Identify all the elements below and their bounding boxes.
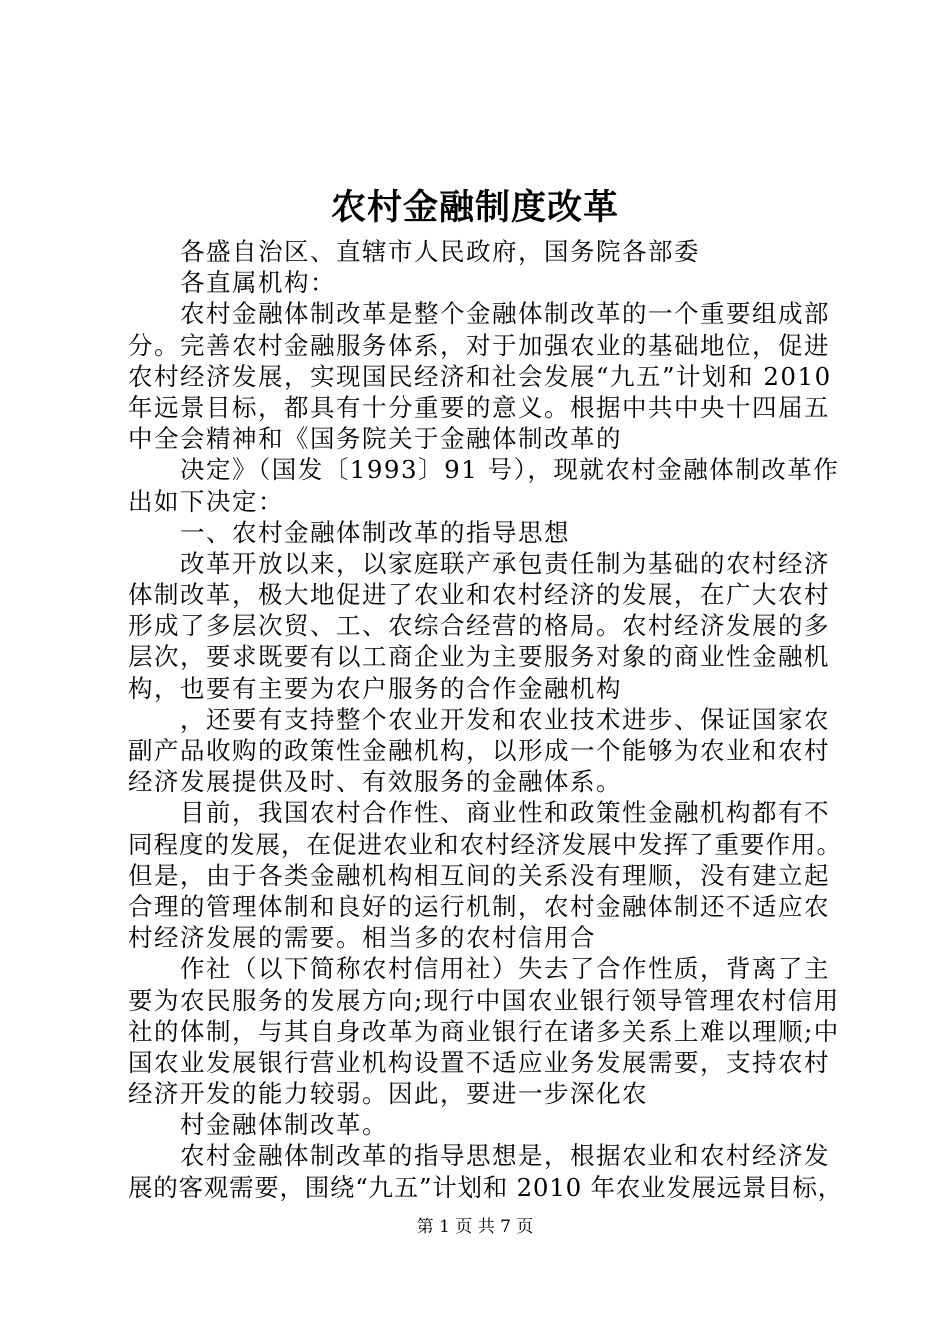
body-line: 各盛自治区、直辖市人民政府，国务院各部委 [180,237,700,266]
body-line: 村经济发展的需要。相当多的农村信用合 [128,923,596,953]
body-line: 构，也要有主要为农户服务的合作金融机构 [128,673,622,703]
body-line: 决定》（国发〔1993〕91 号），现就农村金融体制改革作 [180,455,840,485]
body-line: 体制改革，极大地促进了农业和农村经济的发展，在广大农村 [128,580,830,610]
body-line: 农村经济发展，实现国民经济和社会发展“九五”计划和 2010 [128,361,832,391]
body-line: ，还要有支持整个农业开发和农业技术进步、保证国家农 [180,704,830,734]
body-line: 要为农民服务的发展方向;现行中国农业银行领导管理农村信用 [128,985,840,1015]
body-line: 目前，我国农村合作性、商业性和政策性金融机构都有不 [180,798,830,828]
document-title: 农村金融制度改革 [330,187,619,228]
body-line: 作社（以下简称农村信用社）失去了合作性质，背离了主 [180,954,830,984]
body-line: 但是，由于各类金融机构相互间的关系没有理顺，没有建立起 [128,860,830,890]
body-line: 社的体制，与其自身改革为商业银行在诸多关系上难以理顺;中 [128,1016,840,1046]
body-line: 经济开发的能力较弱。因此，要进一步深化农 [128,1079,648,1109]
body-line: 分。完善农村金融服务体系，对于加强农业的基础地位，促进 [128,330,830,360]
body-line: 农村金融体制改革是整个金融体制改革的一个重要组成部 [180,299,830,329]
body-line: 经济发展提供及时、有效服务的金融体系。 [128,767,622,797]
body-line: 各直属机构： [180,268,336,298]
body-line: 改革开放以来，以家庭联产承包责任制为基础的农村经济 [180,548,830,578]
body-line: 展的客观需要，围绕“九五”计划和 2010 年农业发展远景目标， [128,1172,843,1202]
body-line: 层次，要求既要有以工商企业为主要服务对象的商业性金融机 [128,642,830,672]
body-line: 村金融体制改革。 [180,1110,388,1140]
page-number-footer: 第 1 页 共 7 页 [416,1217,534,1237]
body-line: 农村金融体制改革的指导思想是，根据农业和农村经济发 [180,1141,830,1171]
body-line: 形成了多层次贸、工、农综合经营的格局。农村经济发展的多 [128,611,830,641]
body-line: 国农业发展银行营业机构设置不适应业务发展需要，支持农村 [128,1047,830,1077]
body-line: 同程度的发展，在促进农业和农村经济发展中发挥了重要作用。 [128,829,842,859]
body-line: 出如下决定： [128,486,284,516]
body-line: 中全会精神和《国务院关于金融体制改革的 [128,424,622,454]
document-body [128,236,843,1203]
section-heading: 一、农村金融体制改革的指导思想 [180,517,570,547]
body-line: 年远景目标，都具有十分重要的意义。根据中共中央十四届五 [128,392,830,422]
body-line: 合理的管理体制和良好的运行机制，农村金融体制还不适应农 [128,891,830,921]
body-line: 副产品收购的政策性金融机构，以形成一个能够为农业和农村 [128,736,830,765]
